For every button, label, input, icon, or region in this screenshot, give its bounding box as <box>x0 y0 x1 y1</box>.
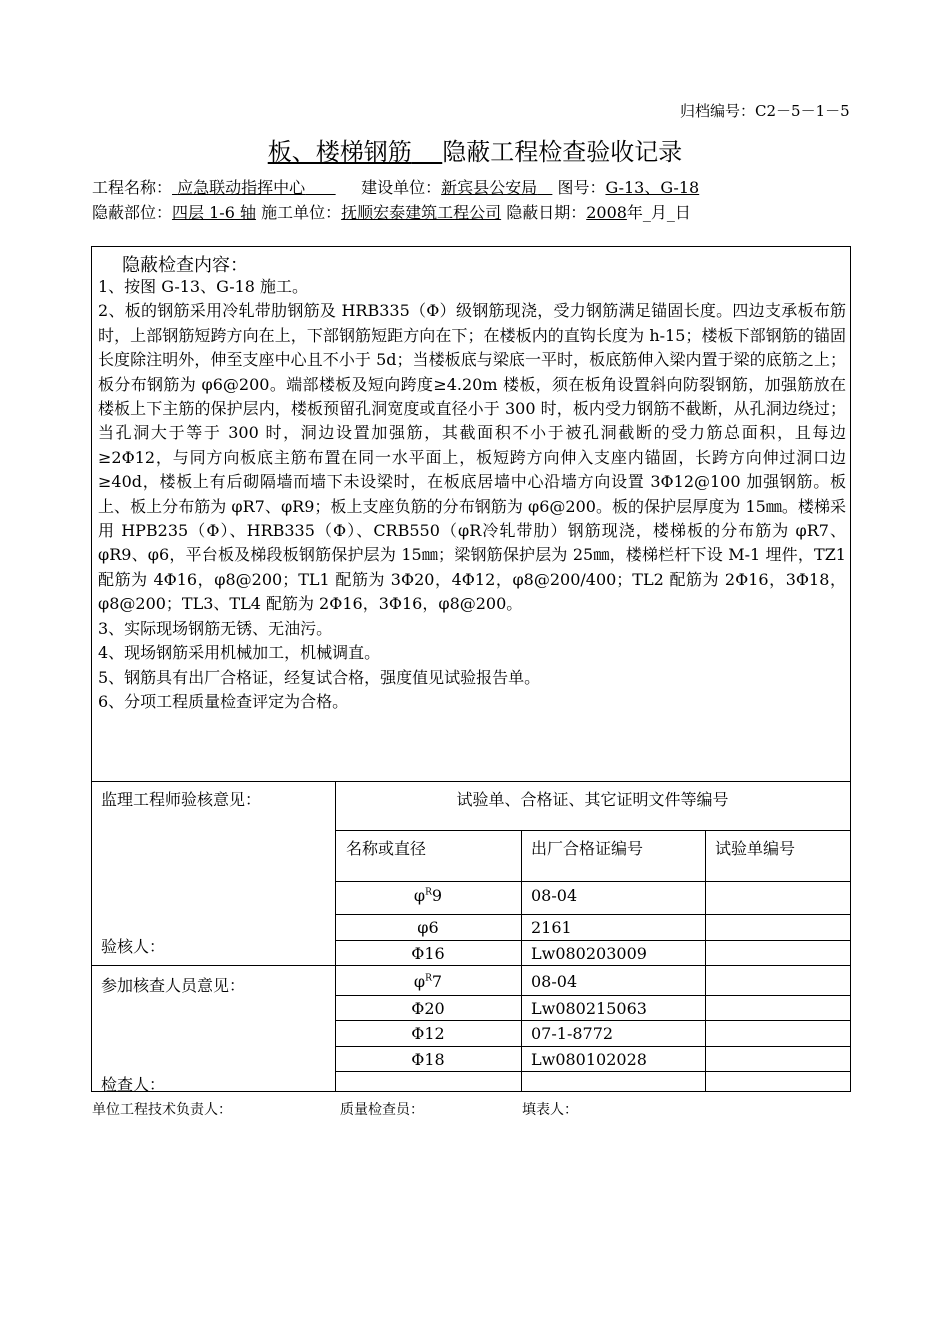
part-value: 四层 1-6 轴 <box>172 203 256 222</box>
column-header-test: 试验单编号 <box>715 839 796 858</box>
row-6-name: Φ12 <box>411 1024 445 1043</box>
participants-opinion-label: 参加核查人员意见： <box>101 976 246 995</box>
drawing-label: 图号： <box>557 178 606 197</box>
divider <box>335 881 850 882</box>
inspection-form <box>91 246 851 1092</box>
filler-label: 填表人： <box>522 1102 578 1118</box>
row-1-cert: 08-04 <box>531 886 578 905</box>
divider <box>335 1046 850 1047</box>
date-label: 隐蔽日期： <box>506 203 587 222</box>
row-6-cert: 07-1-8772 <box>531 1024 614 1043</box>
divider <box>335 914 850 915</box>
contractor-label: 施工单位： <box>261 203 342 222</box>
builder-label: 建设单位： <box>361 178 442 197</box>
row-5-name: Φ20 <box>411 999 445 1018</box>
divider <box>335 940 850 941</box>
content-item-3: 3、实际现场钢筋无锈、无油污。 <box>98 618 333 638</box>
info-line-2 <box>92 200 691 223</box>
tech-lead-label: 单位工程技术负责人： <box>92 1102 232 1118</box>
divider <box>335 830 850 831</box>
quality-inspector-label: 质量检查员： <box>340 1102 424 1118</box>
project-label: 工程名称： <box>92 178 173 197</box>
part-label: 隐蔽部位： <box>92 203 173 222</box>
content-item-2: 2、板的钢筋采用冷轧带肋钢筋及 HRB335（Φ）级钢筋现浇，受力钢筋满足锚固长度。四边支承板布筋时，上部钢筋短跨方向在上，下部钢筋短距方向在下；在楼板内的直钩长度为 h-15；楼板下部钢筋的锚固长度除注明外，伸至支座中心且不小于 5d；当楼板底与梁底一平时，板底筋伸入梁内置于梁的底筋之上；板分布钢筋为 φ6@200。端部楼板及短向跨度≥4.20m 楼板，须在板角设置斜向防裂钢筋，加强筋放在楼板上下主筋的保护层内，楼板预留孔洞宽度或直径小于 300 时，板内受力钢筋不截断，从孔洞边绕过；当孔洞大于等于 300 时，洞边设置加强筋，其截面积不小于被孔洞截断的受力筋总面积，且每边≥2Φ12，与同方向板底主筋布置在同一水平面上，板短跨方向伸入支座内锚固，长跨方向伸过洞口边≥40d，楼板上有后砌隔墙而墙下未设梁时，在板底居墙中心沿墙方向设置 3Φ12@100 加强钢筋。板上、板上分布筋为 φR7、φR9；板上支座负筋的分布钢筋为 φ6@200。板的保护层厚度为 15㎜。楼梯采用 HPB235（Φ）、HRB335（Φ）、CRB550（φR冷轧带肋）钢筋现浇，楼梯板的分布筋为 φR7、φR9、φ6，平台板及梯段板钢筋保护层为 15㎜；梁钢筋保护层为 25㎜，楼梯栏杆下设 M-1 埋件，TZ1 配筋为 4Φ16，φ8@200；TL1 配筋为 3Φ20，4Φ12，φ8@200/400；TL2 配筋为 2Φ16，3Φ18，φ8@200；TL3、TL4 配筋为 2Φ16，3Φ16，φ8@200。 <box>98 301 846 614</box>
divider <box>705 830 706 1092</box>
divider <box>92 781 850 782</box>
row-3-cert: Lw080203009 <box>531 944 647 963</box>
title-main: 隐蔽工程检查验收记录 <box>442 138 683 166</box>
column-header-name: 名称或直径 <box>346 839 427 858</box>
content-item-1: 1、按图 G-13、G-18 施工。 <box>98 277 309 296</box>
content-heading: 隐蔽检查内容： <box>122 255 248 276</box>
row-4-name: $\varphi^R7$ <box>413 972 443 991</box>
row-5-cert: Lw080215063 <box>531 999 647 1018</box>
divider <box>335 995 850 996</box>
inspection-content <box>98 275 846 714</box>
archive-number: 归档编号：C2－5－1－5 <box>680 102 850 120</box>
verifier-label: 验核人： <box>101 937 166 956</box>
divider <box>335 1071 850 1072</box>
content-item-6: 6、分项工程质量检查评定为合格。 <box>98 691 349 711</box>
content-item-4: 4、现场钢筋采用机械加工，机械调直。 <box>98 643 381 663</box>
project-value: 应急联动指挥中心 <box>177 178 306 197</box>
row-3-name: Φ16 <box>411 944 445 963</box>
date-year: 2008 <box>586 203 627 222</box>
title-subject: 板、楼梯钢筋 <box>267 138 412 166</box>
row-1-name: $\varphi^R9$ <box>413 886 443 905</box>
date-rest: 年_月_日 <box>626 203 691 222</box>
supervisor-opinion-label: 监理工程师验核意见： <box>101 790 262 809</box>
inspector-label: 检查人： <box>101 1075 166 1094</box>
contractor-value: 抚顺宏泰建筑工程公司 <box>341 203 502 222</box>
content-item-5: 5、钢筋具有出厂合格证，经复试合格，强度值见试验报告单。 <box>98 667 541 687</box>
info-line-1 <box>92 175 699 198</box>
row-7-cert: Lw080102028 <box>531 1050 647 1069</box>
divider <box>521 830 522 1092</box>
divider <box>92 965 850 966</box>
column-header-cert: 出厂合格证编号 <box>531 839 644 858</box>
docs-table-header: 试验单、合格证、其它证明文件等编号 <box>456 790 729 809</box>
page-title <box>0 132 950 167</box>
drawing-value: G-13、G-18 <box>605 178 700 197</box>
row-7-name: Φ18 <box>411 1050 445 1069</box>
row-4-cert: 08-04 <box>531 972 578 991</box>
row-2-cert: 2161 <box>531 918 572 937</box>
builder-value: 新宾县公安局 <box>441 178 538 197</box>
row-2-name: φ6 <box>417 918 439 937</box>
divider <box>335 1020 850 1021</box>
